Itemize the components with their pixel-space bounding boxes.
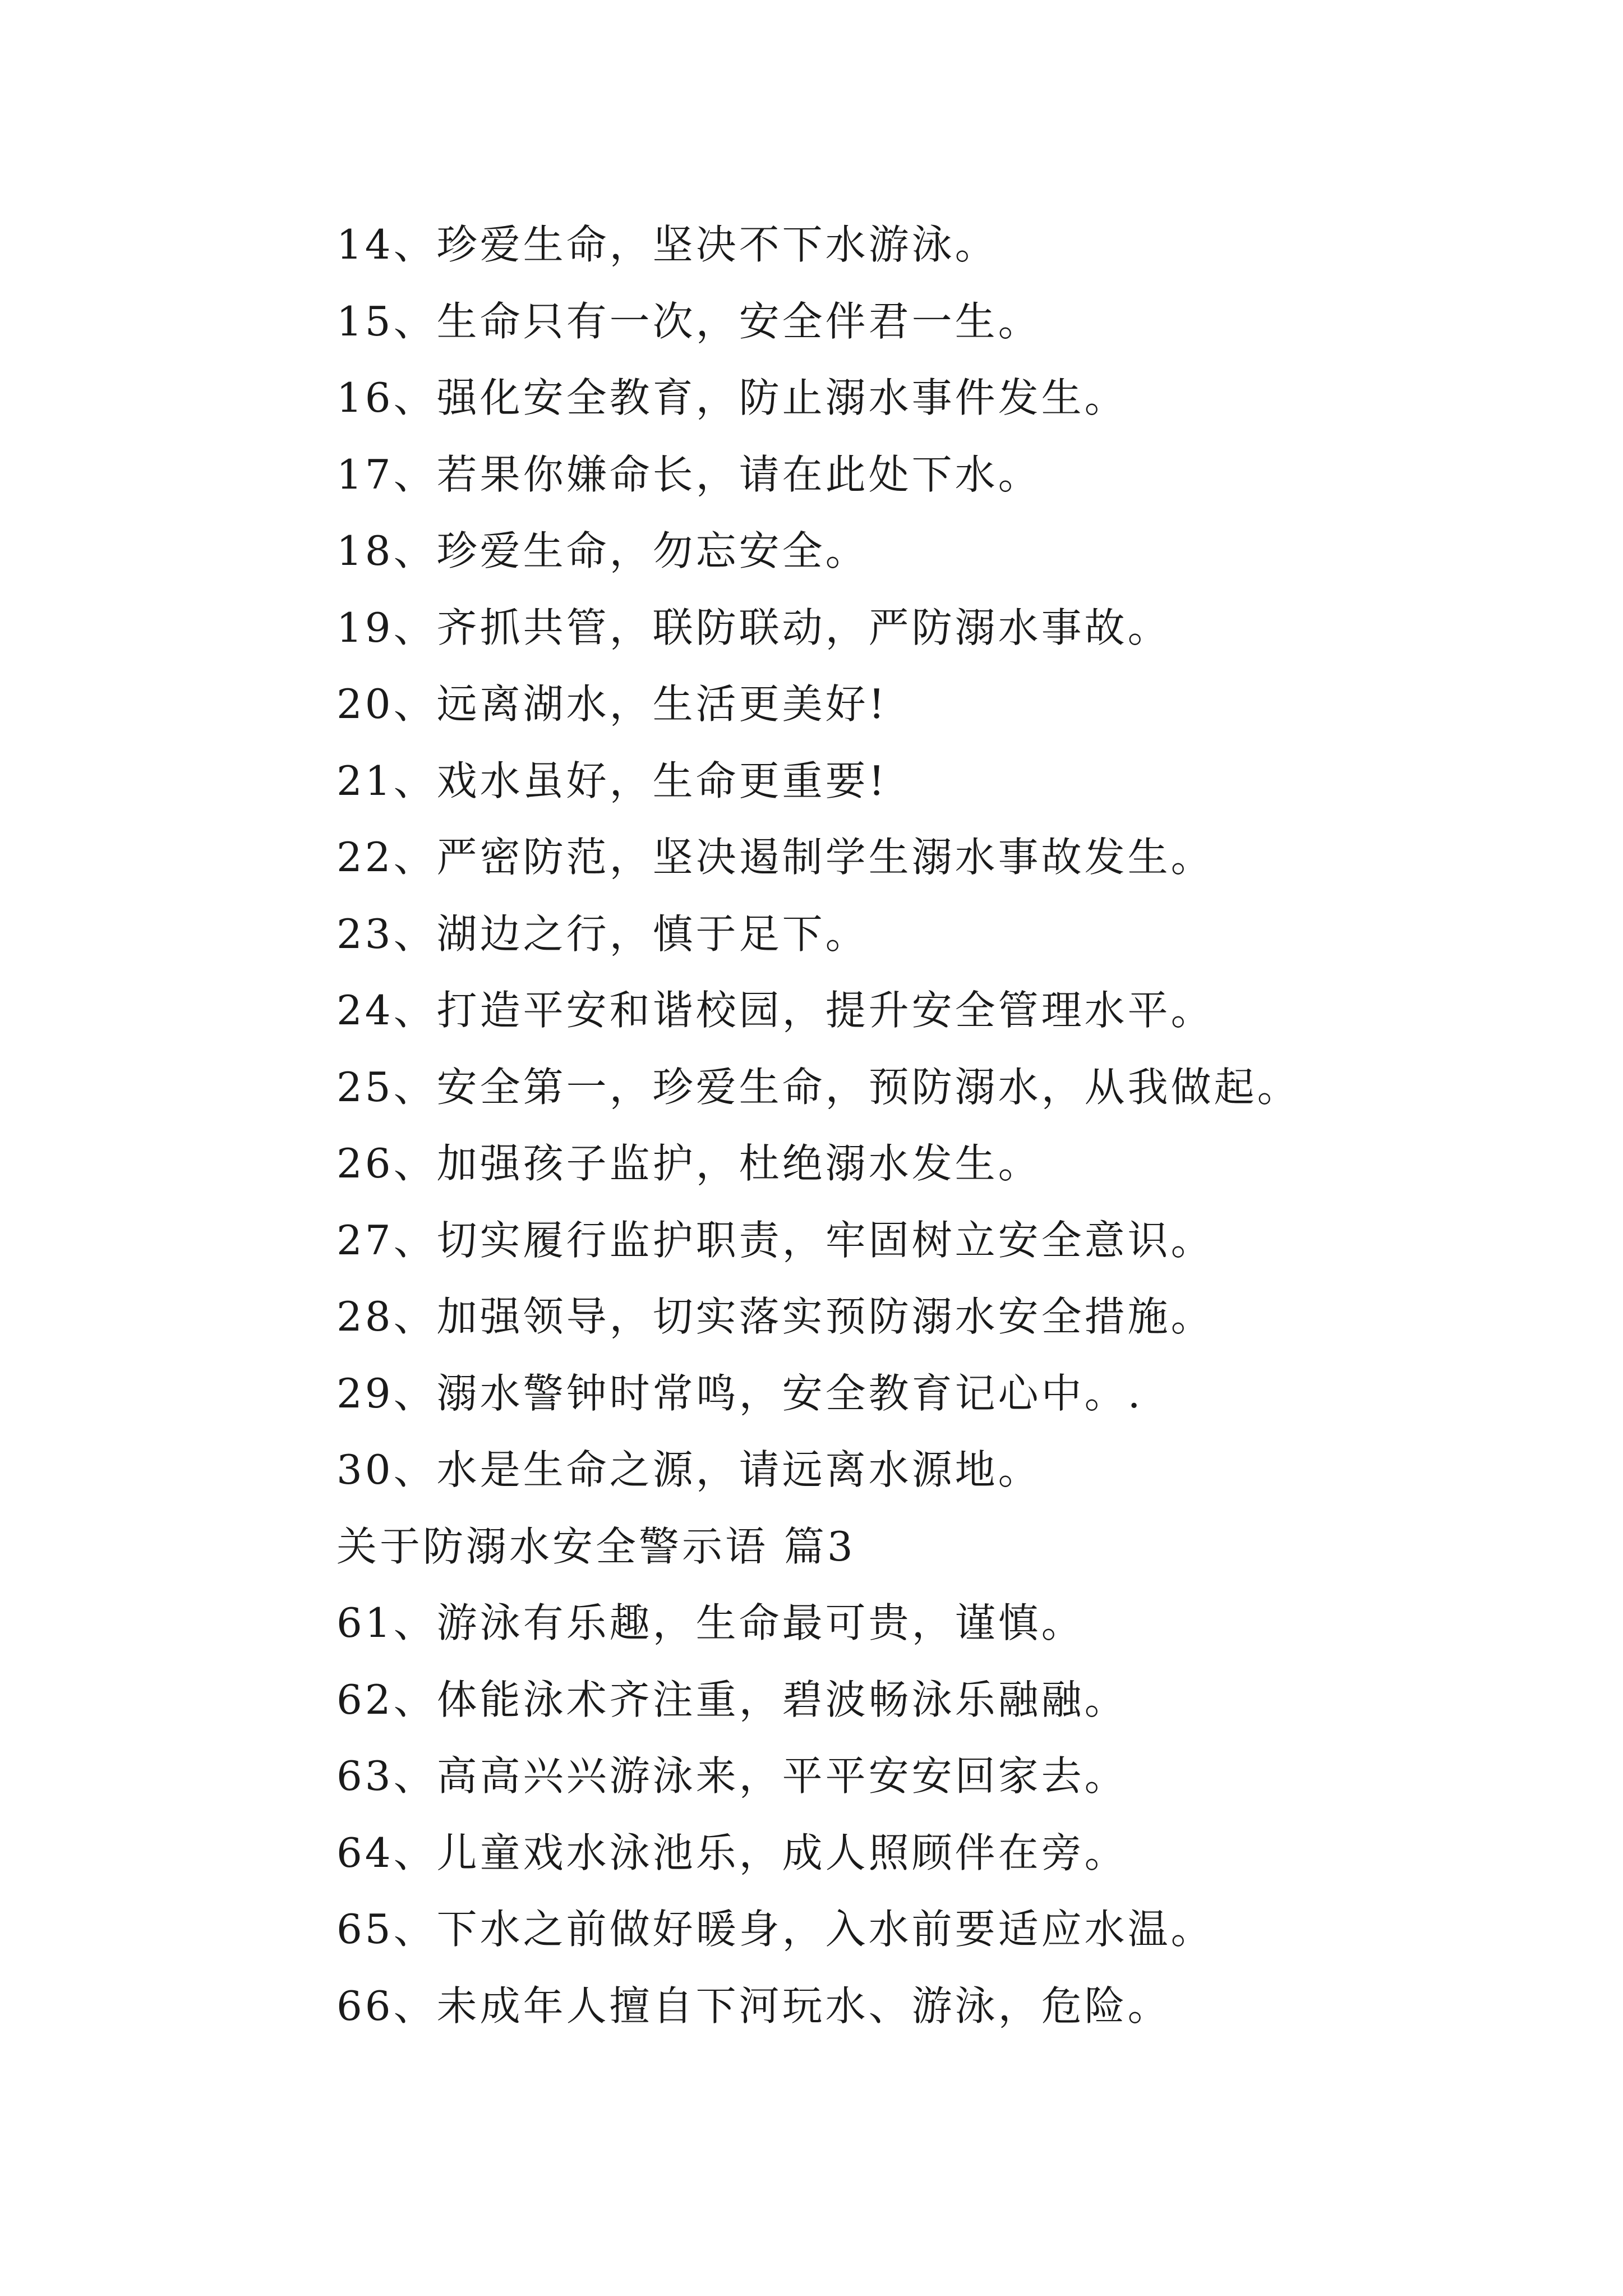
slogan-line: 14、珍爱生命，坚决不下水游泳。 — [336, 221, 998, 268]
slogan-line: 27、切实履行监护职责，牢固树立安全意识。 — [336, 1216, 1214, 1264]
slogan-line: 62、体能泳术齐注重，碧波畅泳乐融融。 — [336, 1676, 1128, 1723]
slogan-line: 20、远离湖水，生活更美好! — [336, 680, 888, 728]
slogan-line: 18、珍爱生命，勿忘安全。 — [336, 527, 869, 574]
slogan-line: 23、湖边之行，慎于足下。 — [336, 910, 869, 958]
slogan-line: 61、游泳有乐趣，生命最可贵，谨慎。 — [336, 1599, 1085, 1646]
slogan-line: 66、未成年人擅自下河玩水、游泳，危险。 — [336, 1982, 1171, 2030]
slogan-line: 22、严密防范，坚决遏制学生溺水事故发生。 — [336, 834, 1214, 881]
slogan-line: 16、强化安全教育，防止溺水事件发生。 — [336, 374, 1128, 421]
slogan-line: 24、打造平安和谐校园，提升安全管理水平。 — [336, 987, 1214, 1034]
slogan-line: 21、戏水虽好，生命更重要! — [336, 757, 888, 804]
slogan-line: 64、儿童戏水泳池乐，成人照顾伴在旁。 — [336, 1829, 1128, 1876]
slogan-line: 15、生命只有一次，安全伴君一生。 — [336, 297, 1041, 345]
slogan-line: 19、齐抓共管，联防联动，严防溺水事故。 — [336, 604, 1171, 651]
section-heading: 关于防溺水安全警示语 篇3 — [336, 1522, 856, 1570]
slogan-line: 26、加强孩子监护，杜绝溺水发生。 — [336, 1140, 1041, 1187]
text-body — [336, 206, 1514, 2044]
slogan-line: 65、下水之前做好暖身，入水前要适应水温。 — [336, 1906, 1214, 1953]
slogan-line: 25、安全第一，珍爱生命，预防溺水，从我做起。 — [336, 1063, 1301, 1111]
slogan-line: 29、溺水警钟时常鸣，安全教育记心中。. — [336, 1369, 1144, 1417]
slogan-line: 28、加强领导，切实落实预防溺水安全措施。 — [336, 1293, 1214, 1340]
slogan-line: 63、高高兴兴游泳来，平平安安回家去。 — [336, 1752, 1128, 1800]
slogan-line: 17、若果你嫌命长，请在此处下水。 — [336, 450, 1041, 498]
slogan-line: 30、水是生命之源，请远离水源地。 — [336, 1446, 1041, 1493]
